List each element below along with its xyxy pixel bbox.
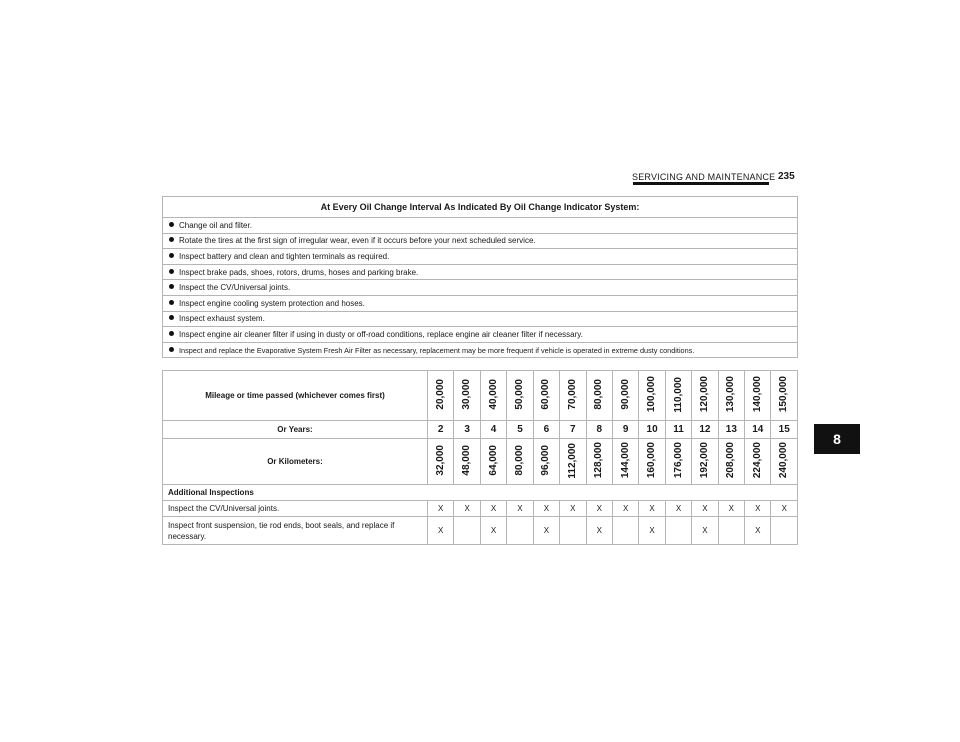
oil-change-item — [163, 295, 798, 311]
mileage-cell — [480, 371, 506, 421]
oil-change-item-text: Rotate the tires at the first sign of irregular wear, even if it occurs before your next scheduled service. — [179, 236, 536, 246]
mileage-value: 60,000 — [540, 379, 552, 410]
years-value: 2 — [437, 424, 444, 435]
bullet-icon — [169, 269, 174, 274]
running-header-title: SERVICING AND MAINTENANCE — [632, 172, 776, 182]
inspection-label: Inspect the CV/Universal joints. — [163, 501, 428, 517]
oil-change-item-text: Inspect engine cooling system protection and hoses. — [179, 298, 365, 308]
years-cell — [771, 421, 798, 439]
mileage-value: 130,000 — [725, 376, 737, 413]
bullet-icon — [169, 315, 174, 320]
kilometers-value: 160,000 — [646, 442, 658, 479]
years-cell — [639, 421, 665, 439]
interval-mark — [560, 517, 586, 545]
years-cell — [745, 421, 771, 439]
kilometers-value: 112,000 — [566, 442, 578, 479]
oil-change-item — [163, 311, 798, 327]
mileage-value: 30,000 — [461, 379, 473, 410]
years-value: 8 — [596, 424, 603, 435]
kilometers-row — [163, 439, 798, 485]
interval-mark: X — [665, 501, 691, 517]
kilometers-cell — [560, 439, 586, 485]
kilometers-value: 240,000 — [778, 442, 790, 479]
mileage-value: 150,000 — [778, 376, 790, 413]
kilometers-value: 192,000 — [698, 442, 710, 479]
years-value: 5 — [517, 424, 523, 435]
inspection-row — [163, 517, 798, 545]
oil-change-item — [163, 218, 798, 234]
oil-change-item — [163, 342, 798, 358]
kilometers-cell — [480, 439, 506, 485]
mileage-value: 120,000 — [698, 376, 710, 413]
interval-mark: X — [639, 501, 665, 517]
oil-change-title: At Every Oil Change Interval As Indicated By Oil Change Indicator System: — [163, 197, 798, 218]
interval-mark: X — [718, 501, 744, 517]
mileage-cell — [586, 371, 612, 421]
oil-change-item-text: Inspect and replace the Evaporative System Fresh Air Filter as necessary, replacement may be more frequent if vehicle is operated in extreme dusty conditions. — [179, 345, 695, 355]
interval-mark — [612, 517, 638, 545]
kilometers-cell — [771, 439, 798, 485]
years-value: 6 — [543, 424, 550, 435]
interval-mark: X — [692, 517, 718, 545]
interval-mark: X — [612, 501, 638, 517]
years-cell — [533, 421, 559, 439]
mileage-cell — [718, 371, 744, 421]
years-value: 4 — [490, 424, 497, 435]
oil-change-table — [162, 196, 798, 358]
mileage-cell — [639, 371, 665, 421]
years-value: 11 — [673, 424, 684, 435]
oil-change-item-text: Inspect engine air cleaner filter if using in dusty or off-road conditions, replace engine air cleaner filter if necessary. — [179, 329, 583, 339]
mileage-cell — [507, 371, 533, 421]
interval-mark: X — [533, 517, 559, 545]
oil-change-item-text: Inspect exhaust system. — [179, 314, 265, 324]
interval-mark: X — [533, 501, 559, 517]
mileage-cell — [771, 371, 798, 421]
years-cell — [665, 421, 691, 439]
kilometers-label: Or Kilometers: — [163, 439, 428, 485]
kilometers-cell — [639, 439, 665, 485]
kilometers-cell — [745, 439, 771, 485]
bullet-icon — [169, 237, 174, 242]
oil-change-item-text: Inspect battery and clean and tighten terminals as required. — [179, 251, 390, 261]
interval-mark: X — [586, 501, 612, 517]
maintenance-schedule-table — [162, 370, 798, 545]
interval-mark — [771, 517, 798, 545]
years-cell — [692, 421, 718, 439]
mileage-cell — [692, 371, 718, 421]
bullet-icon — [169, 222, 174, 227]
mileage-cell — [612, 371, 638, 421]
years-cell — [428, 421, 454, 439]
oil-change-item-text: Inspect the CV/Universal joints. — [179, 283, 291, 293]
years-value: 10 — [646, 424, 658, 435]
mileage-cell — [560, 371, 586, 421]
years-value: 9 — [622, 424, 629, 435]
interval-mark — [454, 517, 480, 545]
kilometers-cell — [533, 439, 559, 485]
kilometers-value: 176,000 — [672, 442, 684, 479]
interval-mark: X — [745, 501, 771, 517]
years-label: Or Years: — [163, 421, 428, 439]
years-cell — [560, 421, 586, 439]
section-row — [163, 485, 798, 501]
bullet-icon — [169, 331, 174, 336]
years-value: 3 — [464, 424, 470, 435]
kilometers-value: 32,000 — [434, 445, 446, 476]
kilometers-cell — [612, 439, 638, 485]
years-cell — [586, 421, 612, 439]
years-value: 12 — [699, 424, 711, 435]
interval-mark: X — [586, 517, 612, 545]
kilometers-value: 80,000 — [513, 445, 525, 476]
years-value: 13 — [725, 424, 737, 435]
kilometers-cell — [454, 439, 480, 485]
mileage-cell — [428, 371, 454, 421]
mileage-row — [163, 371, 798, 421]
kilometers-cell — [428, 439, 454, 485]
mileage-cell — [665, 371, 691, 421]
interval-mark: X — [745, 517, 771, 545]
oil-change-item — [163, 249, 798, 265]
mileage-cell — [533, 371, 559, 421]
oil-change-item — [163, 280, 798, 296]
kilometers-cell — [665, 439, 691, 485]
oil-change-item-text: Change oil and filter. — [179, 220, 252, 230]
mileage-value: 50,000 — [513, 379, 525, 410]
bullet-icon — [169, 300, 174, 305]
interval-mark: X — [507, 501, 533, 517]
oil-change-item — [163, 233, 798, 249]
chapter-tab[interactable]: 8 — [814, 424, 860, 454]
years-row — [163, 421, 798, 439]
years-cell — [507, 421, 533, 439]
oil-change-item — [163, 264, 798, 280]
kilometers-cell — [718, 439, 744, 485]
mileage-value: 90,000 — [619, 379, 631, 410]
mileage-value: 140,000 — [751, 376, 763, 413]
kilometers-value: 96,000 — [540, 445, 552, 476]
kilometers-cell — [507, 439, 533, 485]
bullet-icon — [169, 284, 174, 289]
inspection-label: Inspect front suspension, tie rod ends, boot seals, and replace if necessary. — [163, 517, 428, 545]
oil-change-item-text: Inspect brake pads, shoes, rotors, drums, hoses and parking brake. — [179, 267, 419, 277]
mileage-value: 40,000 — [487, 379, 499, 410]
interval-mark: X — [639, 517, 665, 545]
additional-inspections-title: Additional Inspections — [163, 485, 798, 501]
inspection-row — [163, 501, 798, 517]
kilometers-cell — [586, 439, 612, 485]
mileage-value: 80,000 — [593, 379, 605, 410]
interval-mark — [665, 517, 691, 545]
interval-mark: X — [560, 501, 586, 517]
interval-mark: X — [480, 501, 506, 517]
kilometers-value: 64,000 — [487, 445, 499, 476]
years-cell — [718, 421, 744, 439]
interval-mark: X — [692, 501, 718, 517]
years-cell — [454, 421, 480, 439]
interval-mark: X — [480, 517, 506, 545]
kilometers-cell — [692, 439, 718, 485]
mileage-value: 110,000 — [672, 376, 684, 413]
interval-mark: X — [428, 517, 454, 545]
bullet-icon — [169, 253, 174, 258]
kilometers-value: 48,000 — [461, 445, 473, 476]
years-value: 15 — [778, 424, 790, 435]
kilometers-value: 224,000 — [751, 442, 763, 479]
kilometers-value: 144,000 — [619, 442, 631, 479]
interval-mark — [507, 517, 533, 545]
mileage-value: 100,000 — [646, 376, 658, 413]
mileage-cell — [745, 371, 771, 421]
interval-mark: X — [771, 501, 798, 517]
bullet-icon — [169, 347, 174, 352]
years-cell — [480, 421, 506, 439]
mileage-value: 70,000 — [566, 379, 578, 410]
years-value: 14 — [752, 424, 764, 435]
interval-mark — [718, 517, 744, 545]
kilometers-value: 208,000 — [725, 442, 737, 479]
oil-change-item — [163, 327, 798, 343]
years-value: 7 — [570, 424, 576, 435]
kilometers-value: 128,000 — [593, 442, 605, 479]
interval-mark: X — [454, 501, 480, 517]
interval-mark: X — [428, 501, 454, 517]
mileage-value: 20,000 — [434, 379, 446, 410]
years-cell — [612, 421, 638, 439]
header-rule — [633, 182, 769, 185]
mileage-label: Mileage or time passed (whichever comes first) — [163, 371, 428, 421]
page-number: 235 — [778, 171, 795, 182]
mileage-cell — [454, 371, 480, 421]
